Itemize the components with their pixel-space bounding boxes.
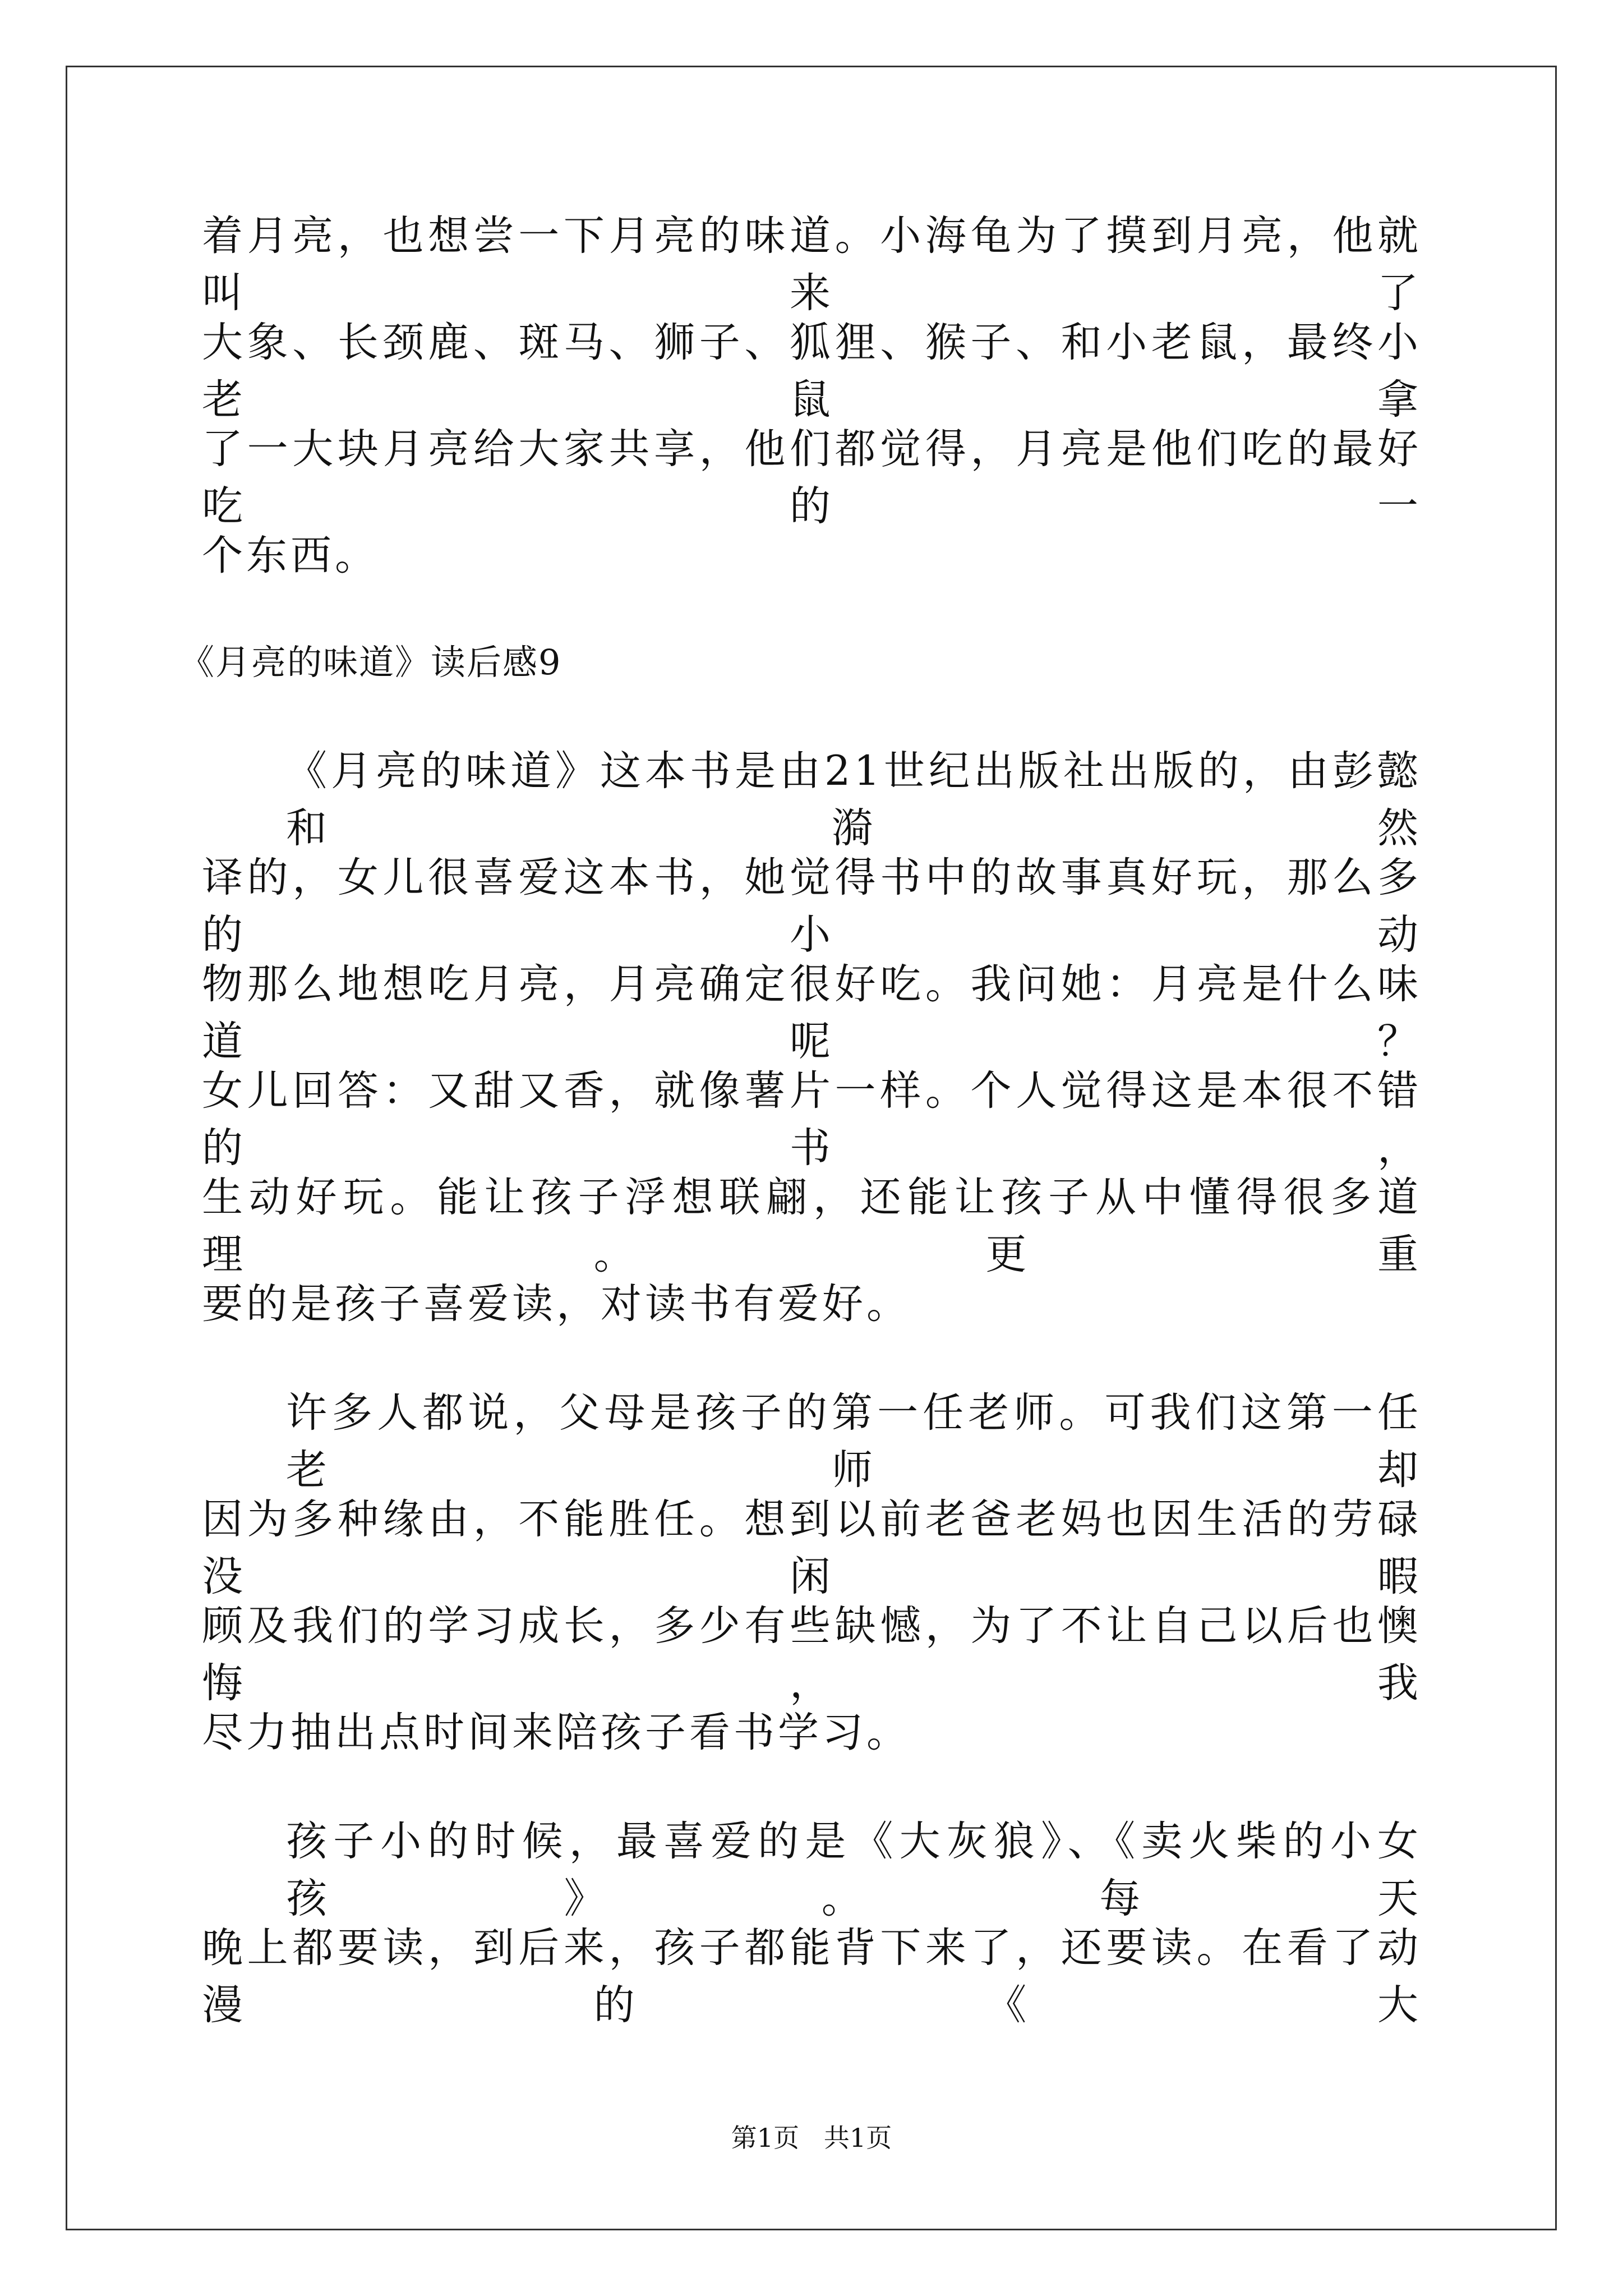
text-line: 译的，女儿很喜爱这本书，她觉得书中的故事真好玩，那么多的小动 xyxy=(202,854,1422,959)
text-line: 《月亮的味道》这本书是由21世纪出版社出版的，由彭懿和漪然 xyxy=(286,747,1422,852)
text-line: 了一大块月亮给大家共享，他们都觉得，月亮是他们吃的最好吃的一 xyxy=(202,425,1422,530)
text-line: 孩子小的时候，最喜爱的是《大灰狼》、《卖火柴的小女孩》。每天 xyxy=(286,1818,1422,1922)
text-line: 女儿回答：又甜又香，就像薯片一样。个人觉得这是本很不错的书， xyxy=(202,1067,1422,1172)
text-line: 尽力抽出点时间来陪孩子看书学习。 xyxy=(202,1709,911,1756)
page-footer: 第1页 共1页 xyxy=(731,2123,892,2153)
paragraph-continued xyxy=(202,208,1422,585)
text-line: 物那么地想吃月亮，月亮确定很好吃。我问她：月亮是什么味道呢？ xyxy=(202,960,1422,1065)
paragraph xyxy=(202,1813,1422,2029)
text-line: 因为多种缘由，不能胜任。想到以前老爸老妈也因生活的劳碌没闲暇 xyxy=(202,1496,1422,1600)
text-line: 许多人都说，父母是孩子的第一任老师。可我们这第一任老师却 xyxy=(286,1389,1422,1494)
text-line: 顾及我们的学习成长，多少有些缺憾，为了不让自己以后也懊悔，我 xyxy=(202,1602,1422,1707)
text-line: 大象、长颈鹿、斑马、狮子、狐狸、猴子、和小老鼠，最终小老鼠拿 xyxy=(202,319,1422,424)
paragraph xyxy=(202,1384,1422,1761)
text-line: 个东西。 xyxy=(202,532,379,579)
text-line: 要的是孩子喜爱读，对读书有爱好。 xyxy=(202,1280,911,1328)
document-body xyxy=(179,208,1422,2029)
text-line: 着月亮，也想尝一下月亮的味道。小海龟为了摸到月亮，他就叫来了 xyxy=(202,212,1422,317)
paragraph xyxy=(202,743,1422,1333)
text-line: 生动好玩。能让孩子浮想联翩，还能让孩子从中懂得很多道理。更重 xyxy=(202,1174,1422,1278)
text-line: 晚上都要读，到后来，孩子都能背下来了，还要读。在看了动漫的《大 xyxy=(202,1924,1422,2029)
section-heading: 《月亮的味道》读后感9 xyxy=(179,642,562,683)
